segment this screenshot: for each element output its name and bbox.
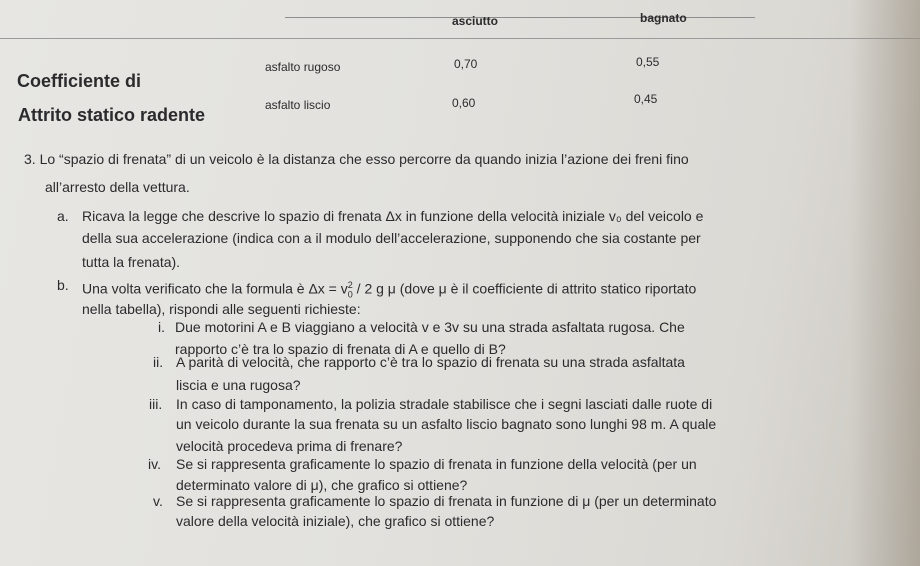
item-v-line1: Se si rappresenta graficamente lo spazio di frenata in funzione di μ (per un determinato [176,493,717,509]
item-v-line2: valore della velocità iniziale), che grafico si ottiene? [176,513,495,529]
formula-suffix: / 2 g μ (dove μ è il coefficiente di attrito statico riportato [352,280,697,297]
column-header-wet: bagnato [640,11,687,25]
item-ii-line2: liscia e una rugosa? [176,377,301,393]
item-iii-number: iii. [149,396,163,412]
part-a-line1: Ricava la legge che descrive lo spazio di frenata Δx in funzione della velocità iniziale v₀ del veicolo e [82,208,704,224]
question-3-intro-line1 [24,148,689,170]
item-ii-number: ii. [153,354,164,370]
wet-smooth-value: 0,45 [634,92,658,106]
formula-prefix: Una volta verificato che la formula è Δx = v [82,280,348,297]
row-heading-line1: Coefficiente di [17,71,142,91]
formula-superscript: 2 [347,280,353,290]
item-i-number: i. [158,319,165,335]
item-iv-line2: determinato valore di μ), che grafico si ottiene? [176,477,468,493]
item-i-line1: Due motorini A e B viaggiano a velocità v e 3v su una strada asfaltata rugosa. Che [175,319,685,335]
question-number: 3. [24,151,36,167]
table-header-rule [0,38,920,39]
item-v-number: v. [153,493,163,509]
part-a-line2: della sua accelerazione (indica con a il modulo dell’accelerazione, supponendo che sia costante per [82,230,701,246]
page-edge-shadow [850,0,920,566]
dry-smooth-value: 0,60 [452,96,476,110]
formula-subscript: 0 [347,289,353,300]
dry-rough-value: 0,70 [454,57,478,71]
part-b-line2: nella tabella), rispondi alle seguenti richieste: [82,301,361,317]
item-iv-line1: Se si rappresenta graficamente lo spazio di frenata in funzione della velocità (per un [176,456,697,472]
column-header-dry: asciutto [452,14,499,28]
item-ii-line1: A parità di velocità, che rapporto c’è tra lo spazio di frenata su una strada asfaltata [176,354,685,370]
item-iii-line3: velocità procedeva prima di frenare? [176,438,403,454]
part-a-line3: tutta la frenata). [82,254,181,270]
surface-smooth: asfalto liscio [265,98,331,112]
part-a-label: a. [57,208,69,224]
question-intro-text: Lo “spazio di frenata” di un veicolo è la distanza che esso percorre da quando inizia l’azione dei freni fino [39,151,689,167]
surface-rough: asfalto rugoso [265,60,341,74]
row-heading-line2: Attrito statico radente [18,105,206,125]
item-iii-line1: In caso di tamponamento, la polizia stradale stabilisce che i segni lasciati dalle ruote di [176,396,713,412]
item-iv-number: iv. [148,456,161,472]
wet-rough-value: 0,55 [636,55,660,69]
part-b-label: b. [57,277,69,293]
item-iii-line2: un veicolo durante la sua frenata su un asfalto liscio bagnato sono lunghi 98 m. A quale [176,416,717,432]
question-3-intro-line2: all’arresto della vettura. [45,179,190,195]
item-i-line2: rapporto c’è tra lo spazio di frenata di A e quello di B? [175,341,506,357]
